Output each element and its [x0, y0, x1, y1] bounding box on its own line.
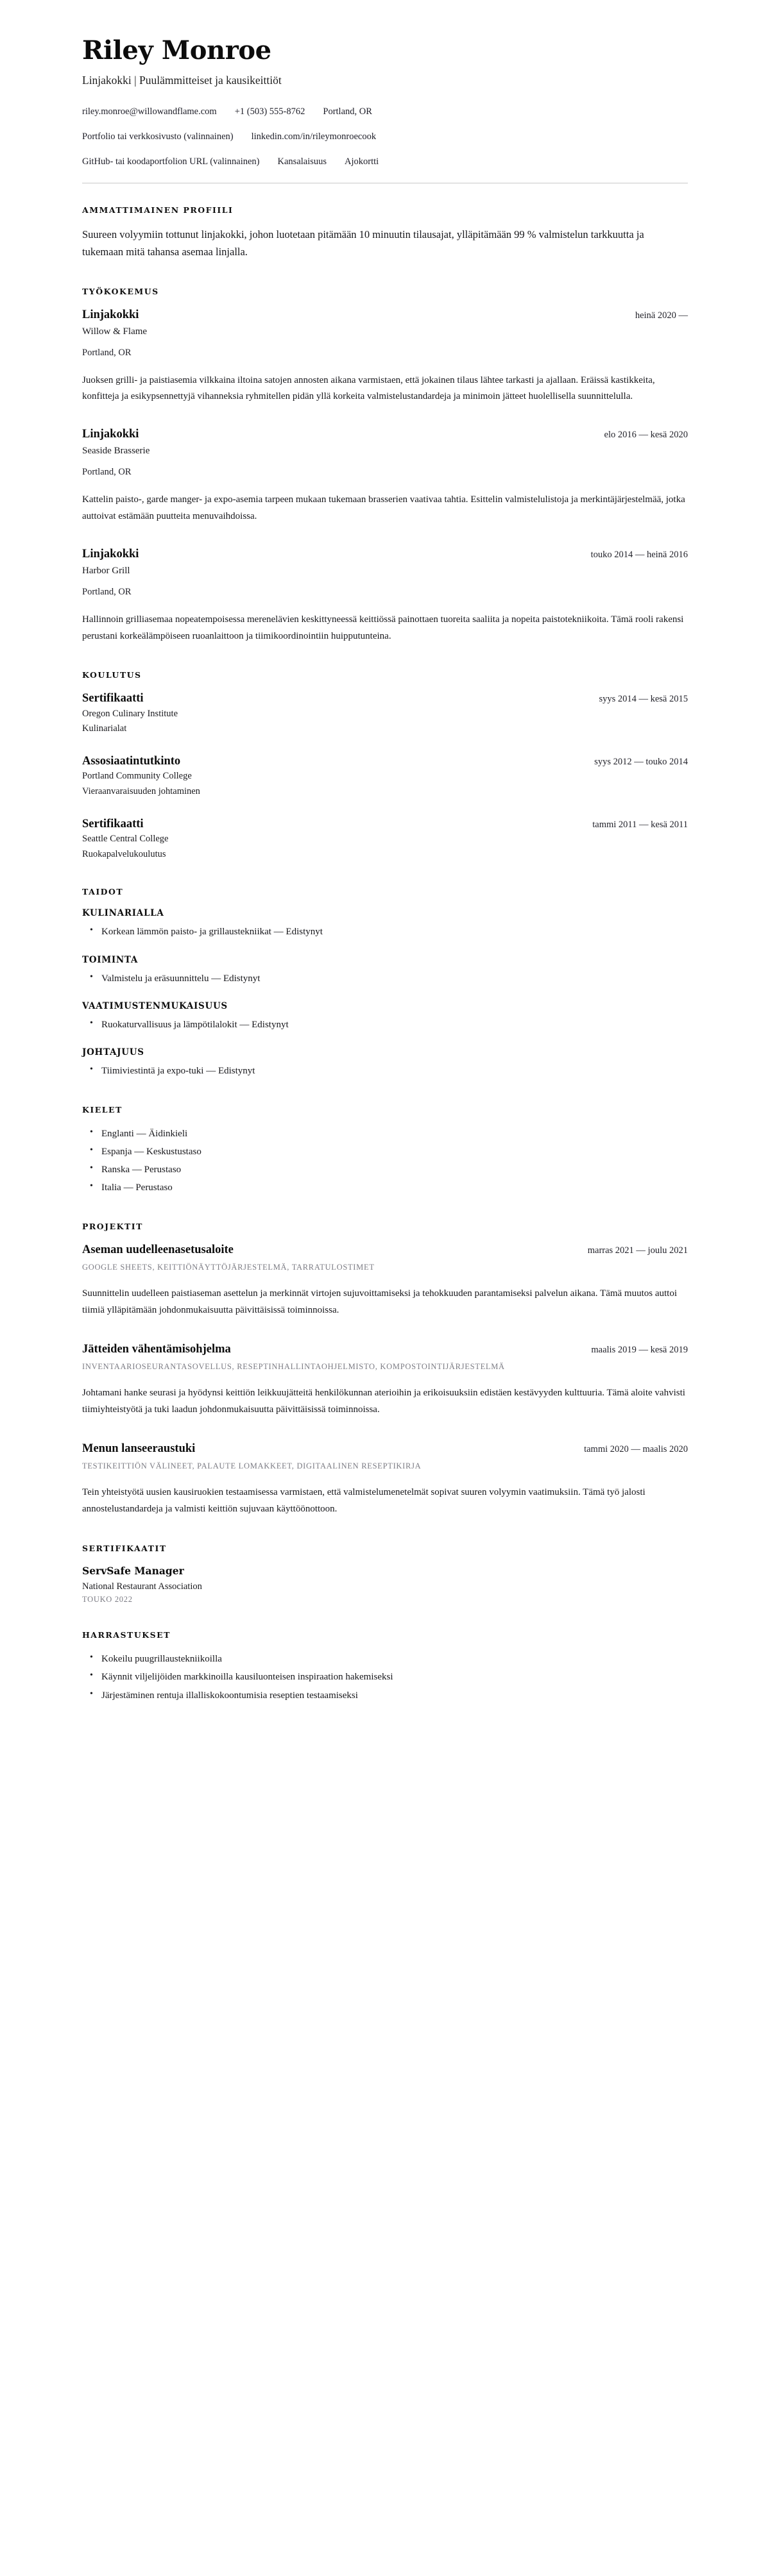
skill-item: • Tiimiviestintä ja expo-tuki — Edistynyt	[101, 1063, 688, 1079]
contact-line-1	[82, 105, 688, 119]
skill-group	[82, 908, 688, 939]
section-interests	[82, 1630, 688, 1703]
experience-description: Kattelin paisto-, garde manger- ja expo-asemia tarpeen mukaan tukemaan brasserien vaativaa tahtia. Esittelin valmistelulistoja ja merkintäjärjestelmää, jotka auttoivat estämään puutteita menuvaihdoissa.	[82, 494, 685, 521]
section-projects	[82, 1222, 688, 1518]
project-entry-head	[82, 1342, 688, 1356]
certification-entry	[82, 1565, 688, 1604]
section-title-experience: TYÖKOKEMUS	[82, 286, 159, 296]
project-entry	[82, 1243, 688, 1319]
project-date: marras 2021 — joulu 2021	[587, 1245, 688, 1256]
project-entry-head	[82, 1243, 688, 1257]
skill-group-name: JOHTAJUUS	[82, 1047, 144, 1058]
education-school: Seattle Central College	[82, 833, 169, 844]
education-school: Portland Community College	[82, 771, 192, 782]
section-education	[82, 670, 688, 861]
experience-date: heinä 2020 —	[635, 310, 688, 321]
language-item: • Italia — Perustaso	[101, 1180, 688, 1195]
education-entry	[82, 817, 688, 862]
experience-entry-head	[82, 547, 688, 561]
project-name: Jätteiden vähentämisohjelma	[82, 1342, 231, 1356]
experience-date: elo 2016 — kesä 2020	[604, 430, 688, 441]
skill-group	[82, 955, 688, 986]
education-degree: Sertifikaatti	[82, 817, 144, 830]
education-field: Kulinarialat	[82, 723, 127, 734]
experience-company: Seaside Brasserie	[82, 446, 150, 457]
experience-location: Portland, OR	[82, 467, 132, 478]
section-work-experience	[82, 287, 688, 645]
education-degree: Assosiaatintutkinto	[82, 755, 181, 768]
section-title-interests: HARRASTUKSET	[82, 1629, 171, 1640]
interest-list	[82, 1651, 688, 1703]
contact-portfolio[interactable]: Portfolio tai verkkosivusto (valinnainen)	[82, 131, 234, 142]
certification-date: TOUKO 2022	[82, 1594, 133, 1604]
project-description: Suunnittelin uudelleen paistiaseman asettelun ja merkinnät virtojen sujuvoittamiseksi ja tehokkuuden parantamiseksi palvelun aikana. Tämä muutos auttoi tiimiä ylläpitämään johdonmukaisuutta päivittäisissä toiminnoissa.	[82, 1288, 678, 1315]
experience-description: Juoksen grilli- ja paistiasemia vilkkaina iltoina satojen annosten aikana varmistaen, että jokainen tilaus lähtee tarkasti ja ajallaan. Eräissä kastikkeita, konfitteja ja esikypsennettyjä vihanneksia ryhmitellen pidän yllä korkeita valmistelustandardeja ja minimoin jätteet huolellisella suunnittelulla.	[82, 375, 655, 402]
section-skills	[82, 887, 688, 1079]
skill-item: • Korkean lämmön paisto- ja grillaustekniikat — Edistynyt	[101, 924, 688, 939]
experience-entry	[82, 547, 688, 645]
education-degree: Sertifikaatti	[82, 692, 144, 705]
section-title-languages: KIELET	[82, 1104, 123, 1115]
interest-item: • Käynnit viljelijöiden markkinoilla kausiluonteisen inspiraation hakemiseksi	[101, 1669, 688, 1685]
experience-company: Harbor Grill	[82, 565, 130, 576]
experience-date: touko 2014 — heinä 2016	[590, 549, 688, 560]
profile-text: Suureen volyymiin tottunut linjakokki, johon luotetaan pitämään 10 minuutin tilausajat, ylläpitämään 99 % valmistelun tarkkuutta ja tukemaan mitä tahansa asemaa linjalla.	[82, 228, 644, 258]
education-school: Oregon Culinary Institute	[82, 708, 178, 719]
language-item: • Ranska — Perustaso	[101, 1162, 688, 1177]
experience-entry	[82, 308, 688, 406]
skill-item: • Ruokaturvallisuus ja lämpötilalokit — Edistynyt	[101, 1017, 688, 1032]
project-entry	[82, 1442, 688, 1518]
experience-role: Linjakokki	[82, 308, 139, 321]
contact-github[interactable]: GitHub- tai koodaportfolion URL (valinnainen)	[82, 156, 260, 167]
education-entry-head	[82, 691, 688, 705]
skill-group	[82, 1047, 688, 1079]
skill-list	[82, 971, 688, 986]
project-name: Aseman uudelleenasetusaloite	[82, 1243, 234, 1256]
project-date: maalis 2019 — kesä 2019	[591, 1344, 688, 1355]
section-title-education: KOULUTUS	[82, 670, 142, 680]
experience-location: Portland, OR	[82, 586, 132, 597]
experience-entry-head	[82, 427, 688, 441]
education-entry	[82, 754, 688, 799]
language-item: • Englanti — Äidinkieli	[101, 1126, 688, 1141]
project-tech: GOOGLE SHEETS, KEITTIÖNÄYTTÖJÄRJESTELMÄ, TARRATULOSTIMET	[82, 1262, 375, 1272]
contact-phone[interactable]: +1 (503) 555-8762	[234, 106, 305, 117]
skill-group	[82, 1001, 688, 1032]
project-tech: INVENTAARIOSEURANTASOVELLUS, RESEPTINHALLINTAOHJELMISTO, KOMPOSTOINTIJÄRJESTELMÄ	[82, 1361, 505, 1371]
candidate-name: Riley Monroe	[82, 35, 271, 65]
interest-item: • Järjestäminen rentuja illalliskokoontumisia reseptien testaamiseksi	[101, 1688, 688, 1703]
contact-location: Portland, OR	[323, 106, 372, 117]
contact-line-2	[82, 130, 688, 144]
contact-linkedin[interactable]: linkedin.com/in/rileymonroecook	[251, 131, 377, 142]
education-date: syys 2014 — kesä 2015	[599, 694, 688, 705]
education-field: Vieraanvaraisuuden johtaminen	[82, 786, 200, 796]
section-title-certifications: SERTIFIKAATIT	[82, 1543, 167, 1553]
contact-drivers-license: Ajokortti	[345, 156, 379, 167]
skill-group-name: TOIMINTA	[82, 954, 139, 965]
certification-issuer: National Restaurant Association	[82, 1581, 202, 1592]
project-tech: TESTIKEITTIÖN VÄLINEET, PALAUTE LOMAKKEET, DIGITAALINEN RESEPTIKIRJA	[82, 1461, 422, 1470]
section-certifications	[82, 1544, 688, 1604]
skill-list	[82, 1063, 688, 1079]
education-date: syys 2012 — touko 2014	[594, 757, 688, 768]
section-title-profile: AMMATTIMAINEN PROFIILI	[82, 205, 234, 215]
skill-group-name: VAATIMUSTENMUKAISUUS	[82, 1001, 228, 1011]
experience-entry	[82, 427, 688, 525]
contact-line-3	[82, 155, 688, 169]
project-entry-head	[82, 1442, 688, 1456]
project-name: Menun lanseeraustuki	[82, 1442, 196, 1455]
experience-role: Linjakokki	[82, 547, 139, 560]
education-entry	[82, 691, 688, 736]
skill-item: • Valmistelu ja eräsuunnittelu — Edistynyt	[101, 971, 688, 986]
education-entry-head	[82, 817, 688, 831]
language-item: • Espanja — Keskustustaso	[101, 1144, 688, 1159]
skill-list	[82, 924, 688, 939]
certification-name: ServSafe Manager	[82, 1564, 184, 1577]
section-professional-profile	[82, 205, 688, 260]
education-field: Ruokapalvelukoulutus	[82, 848, 166, 859]
candidate-headline: Linjakokki | Puulämmitteiset ja kausikeittiöt	[82, 74, 282, 87]
experience-location: Portland, OR	[82, 347, 132, 358]
project-date: tammi 2020 — maalis 2020	[584, 1444, 688, 1454]
project-entry	[82, 1342, 688, 1418]
contact-email[interactable]: riley.monroe@willowandflame.com	[82, 106, 217, 117]
section-languages	[82, 1105, 688, 1196]
education-entry-head	[82, 754, 688, 768]
project-description: Johtamani hanke seurasi ja hyödynsi keittiön leikkuujätteitä henkilökunnan aterioihin ja erikoisuuksiin edistäen kestävyyden kulttuuria. Tämä aloite vahvisti tiimiyhteistyötä ja tuki laadun johdonmukaisuutta päivittäisissä toiminnoissa.	[82, 1388, 685, 1415]
experience-entry-head	[82, 308, 688, 322]
experience-company: Willow & Flame	[82, 326, 148, 337]
education-date: tammi 2011 — kesä 2011	[592, 819, 688, 830]
section-title-skills: TAIDOT	[82, 887, 124, 897]
section-title-projects: PROJEKTIT	[82, 1221, 143, 1231]
resume-header	[82, 37, 688, 169]
project-description: Tein yhteistyötä uusien kausiruokien testaamisessa varmistaen, että valmistelumenetelmät sopivat suuren volyymin vaatimuksiin. Tämä työ jalosti annostelustandardeja ja valmisti keittiön sujuvaan käyttöönottoon.	[82, 1486, 646, 1514]
experience-role: Linjakokki	[82, 428, 139, 441]
skill-group-name: KULINARIALLA	[82, 908, 164, 919]
interest-item: • Kokeilu puugrillaustekniikoilla	[101, 1651, 688, 1667]
skill-list	[82, 1017, 688, 1032]
contact-citizenship: Kansalaisuus	[277, 156, 327, 167]
experience-description: Hallinnoin grilliasemaa nopeatempoisessa merenelävien keskittyneessä keittiössä painottaen tuoreita saaliita ja nopeita paistotekniikoita. Tämä rooli rakensi perustani korkeälämpöiseen ruoanlaittoon ja tiimikoordinointiin huipputunteina.	[82, 614, 684, 641]
language-list	[82, 1126, 688, 1196]
